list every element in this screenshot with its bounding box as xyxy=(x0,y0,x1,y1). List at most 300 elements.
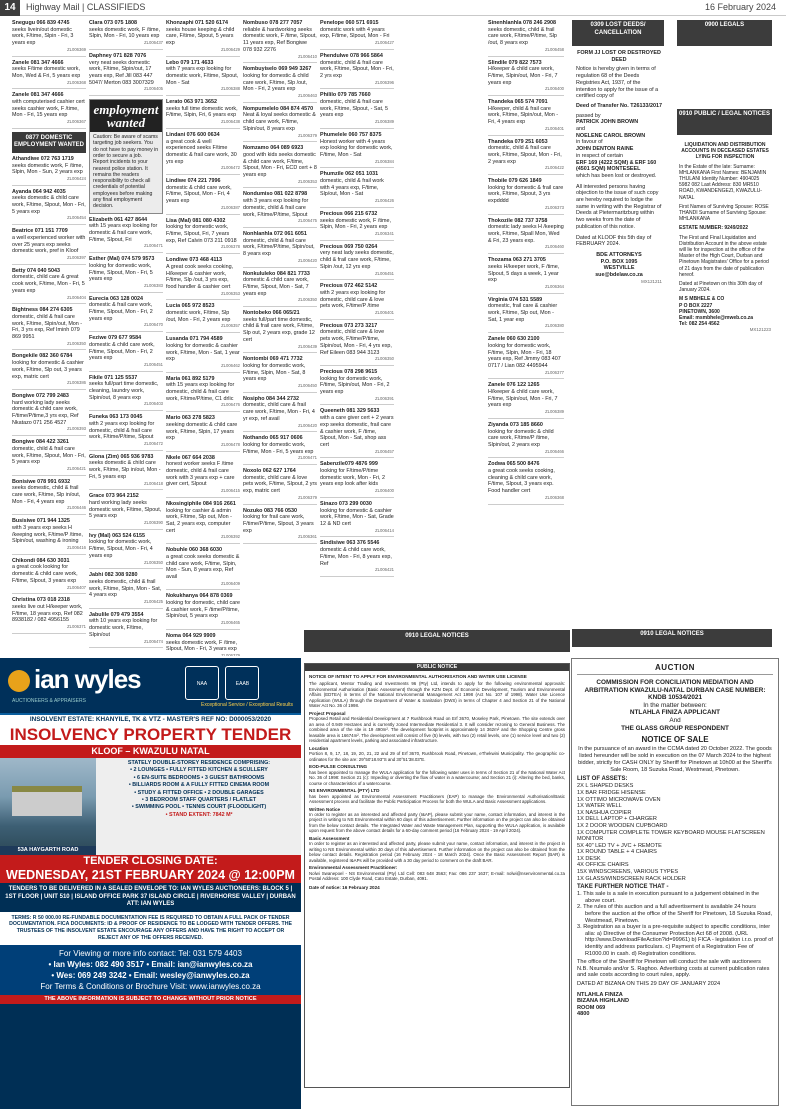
classified-ad xyxy=(488,60,564,97)
classified-ad xyxy=(166,547,240,590)
ad-text: looking for domestic, child care & cashier work, F /time/P/time, Slpin/out, 5 years exp xyxy=(166,600,240,620)
ad-name: Zodwa 065 500 8476 xyxy=(488,461,540,468)
asset-item: 1X DELL LAPTOP + CHARGER xyxy=(577,816,657,823)
employment-warning-box xyxy=(89,99,163,214)
classified-ad xyxy=(488,99,564,136)
ad-text: looking for domestic & cashier work, F/time, Mon - Sat, Grade 12 & ND cert xyxy=(320,507,394,527)
classified-ad xyxy=(89,572,163,609)
ad-text: reliable & hardworking seeks domestic work, F /time, Slpout, 11 years exp, Ref Bongiwe 078 932 2276 xyxy=(243,26,317,53)
classified-ad xyxy=(243,468,317,505)
respondent-line: THE GLASS GROUP RESPONDENT xyxy=(621,724,729,732)
ad-ref: ZL006357 xyxy=(221,323,240,329)
notice-subheading: Environmental Assessment Practitioner: xyxy=(309,865,398,871)
classified-ad xyxy=(89,375,163,412)
tender-terms: TERMS: R 50 000.00 RE-FUNDABLE DOCUMENTATION FEE IS REQUIRED TO OBTAIN A FULL PACK OF TENDER DOCUMENTATION. FICA DOCUMENTS: ID & PROOF OF RESIDENCE TO BE LODGED WITH TENDER OFFERS. THE TRUSTEES OF THE INSOLVENT ESTATE ENCOURAGE ANY OFFERS AND HAVE THE RIGHT TO ACCEPT OR REJECT ANY OF THE OFFERS RECEIVED. xyxy=(0,912,301,945)
estate-notice-title: LIQUIDATION AND DISTRIBUTION ACCOUNTS IN DECEASED ESTATES LYING FOR INSPECTION xyxy=(681,142,769,161)
ad-name: Ayanda 064 942 4035 xyxy=(12,188,66,195)
issue-date: 16 February 2024 xyxy=(704,2,776,12)
ad-text: seeks full/part time domestic, child & frail care work, F/time, Slp out, 2 years exp, grade 12 cert xyxy=(243,316,315,343)
ad-name: Sinazo 073 299 0030 xyxy=(320,500,372,507)
notice-paragraph: has been appointed as Environmental Assessment Practitioners (EAP) to manage the Environmental Authorisation/Basic Assessment process and facilitate the Public Participation Process for both the WULA and Basic Assessment applications. xyxy=(309,793,565,805)
notice-subheading: Location xyxy=(309,745,329,751)
condition-item: 2. The rules of this auction and a full advertisement is available 24 hours before the auction at the office of the Sheriff for Pinetown, 18 Suzuka Road, Westmead, Pinetown. xyxy=(577,904,772,924)
classified-ad xyxy=(12,307,86,350)
ad-text: H/keeper & child care work, F/time, Slpin/out, Mon - Fri, 7 years exp xyxy=(488,66,558,86)
classified-ad xyxy=(12,393,86,436)
ad-ref: ZL006350 xyxy=(375,356,394,362)
ad-text: seeks live out H/keeper work, F/time, 18 years exp, Ref 082 8938182 / 082 4956155 xyxy=(12,603,83,624)
page-number: 14 xyxy=(0,0,20,16)
ad-text: looking for domestic & cashier work, F/time, Mon - Sat, 1 year exp xyxy=(166,342,240,363)
ad-name: Thozama 063 271 3705 xyxy=(488,257,546,264)
ad-ref: ZL006405 xyxy=(144,86,163,92)
classified-ad xyxy=(166,60,240,97)
ad-text: domestic & child care work, F/time, Slpout, Mon - Fri, 4 years exp xyxy=(166,184,232,205)
public-notice xyxy=(304,663,570,1108)
ad-name: Nobuhle 060 368 6030 xyxy=(166,547,223,554)
lost-deed-intro: Notice is hereby given in terms of regulation 68 of the Deeds Registries Act, 1937, of the intention to apply for the issue of a certified copy of xyxy=(576,66,659,100)
ad-text: domestic, child & frail care work, F/time, Slpout, Mon - Fri, 5 years exp xyxy=(12,445,86,466)
classified-ad xyxy=(12,268,86,305)
classified-ad xyxy=(166,132,240,175)
ad-ref: ZL006474 xyxy=(144,638,163,644)
ad-text: domestic, child care & love pets work, F/time, Slpout, 2 yrs exp, matric cert xyxy=(243,474,317,495)
classified-ad xyxy=(243,191,317,228)
ad-ref: ZL006426 xyxy=(375,198,394,204)
ad-text: looking for domestic work, F/time, Slpin, Mon - Sat, 8 years exp xyxy=(243,362,306,383)
naa-badge-icon: NAA xyxy=(185,666,219,700)
classified-ad xyxy=(89,493,163,530)
ad-ref: ZL006427 xyxy=(375,40,394,46)
ad-ref: ZL006470 xyxy=(144,322,163,328)
ad-name: Lindani 076 600 0634 xyxy=(166,131,220,138)
inspection-text: The First and Final Liquidation and Distribution Account in the above estate will lie for inspection at the office of the Master of the High Court, Durban and Pinetown Magistrates' Office for a period of 21 days from the date of publication hereof. xyxy=(679,234,769,278)
legal-notices-header: 0910 LEGAL NOTICES xyxy=(304,630,570,652)
ad-ref: ZL006465 xyxy=(221,620,240,626)
scam-caution-text: Caution: Be aware of scams targeting job seekers. You do not have to pay money in order to secure a job. Report incidents to your nearest police station. It remains the readers responsibility to check all credentials of potential employees before making any final employment decision. xyxy=(93,134,159,210)
public-notice-title: NOTICE OF INTENT TO APPLY FOR ENVIRONMENTAL AUTHORISATION AND WATER USE LICENSE xyxy=(309,674,527,679)
attorney-name: BDE ATTORNEYS xyxy=(596,251,642,258)
ad-text: with 7 years exp looking for domestic work, F/time, Slpout, Mon - Sat xyxy=(166,66,239,86)
feature-item: STATELY DOUBLE-STOREY RESIDENCE COMPRISING: xyxy=(127,760,271,766)
ad-name: Busisiwe 071 944 1325 xyxy=(12,518,70,525)
ad-ref: ZL006389 xyxy=(375,119,394,125)
condition-item: 3. Registration as a buyer is a pre-requisite subject to specific conditions, inter alia: a) Directive of the Consumer Protection Act 68 of 2008. (URL http://www.DownloadFileAction?id=99961) b) FICA - legislation i.r.o. proof of identity and address particulars. c) Payment of a Registration Fee of R1000.00 in cash. d) Registration conditions. xyxy=(577,924,773,957)
ad-ref: ZL006421 xyxy=(67,465,86,471)
ad-name: Lindiwe 074 221 7996 xyxy=(166,178,221,185)
asset-item: 1X ROUND TABLE + 4 CHAIRS xyxy=(577,849,657,856)
ad-name: Grace 073 964 2152 xyxy=(89,493,139,500)
ad-ref: ZL006368 xyxy=(67,79,86,85)
ad-name: Bongiwe 072 799 2483 xyxy=(12,392,69,399)
closing-label: TENDER CLOSING DATE: xyxy=(83,855,218,867)
eaab-badge-icon: EAAB xyxy=(225,666,259,700)
ad-name: Zanele 076 122 1265 xyxy=(488,382,540,389)
and-line: And xyxy=(669,716,681,724)
matter-between: In the matter between: xyxy=(643,701,707,709)
ad-text: with computerised cashier cert seeks cashier work, F /time, Mon - Fri, 15 years exp xyxy=(12,99,85,119)
ad-name: Nombuyiselo 069 949 3267 xyxy=(243,66,312,73)
ad-ref: ZL006421 xyxy=(375,567,394,573)
ad-text: Honest worker with 4 years exp looking for domestic work, F/time, Mon - Sat xyxy=(320,138,393,158)
dated-text: DATED AT BIZANA ON THIS 29 DAY OF JANUARY 2024 xyxy=(577,980,721,987)
ad-text: domestic & child care work, F/time, Slpout, Mon - Sat, 7 years exp xyxy=(243,277,309,297)
ad-text: H/keeper, child & frail care work, F/time, Slpin/out, Mon - Fri, 4 years exp xyxy=(488,105,559,126)
ad-text: A great cook seeks cooking, H/keeper & cashier work, F/time, Slp /out, 3 yrs exp, food handler & cashier cert xyxy=(166,263,234,290)
ad-name: Glona (Zim) 065 936 9783 xyxy=(89,453,154,460)
ad-name: Khonzaphi 071 520 6174 xyxy=(166,20,229,26)
sale-description: In the pursuance of an award in the CCMA dated 20 October 2022. The goods listed hereunder will be sold in execution on the 07 March 2024 to the highest bidder, strictly for CASH ONLY by Sheriff for Pinetown at 10h00 at the Sheriff's Sale Room, 18 Suzuka Road, Westmead, Pinetown. xyxy=(578,746,772,773)
classified-ad xyxy=(166,376,240,413)
ad-ref: ZL006476 xyxy=(221,402,240,408)
ad-name: Nkele 067 664 2038 xyxy=(166,454,215,461)
ad-ref: ZL006392 xyxy=(221,534,240,540)
ad-text: a great cook seeks domestic & child care work, F/time, Slpin, Mon - Sun, 8 years exp, Ref avail xyxy=(166,553,240,580)
ad-name: Precious 073 273 3217 xyxy=(320,322,378,329)
employment-wanted-heading: employment wanted xyxy=(90,100,162,132)
in-respect-label: in respect of certain xyxy=(576,152,624,159)
ad-text: domestic, child & frail care work, F/time, Slpout, - Sat, 5 years exp xyxy=(320,99,389,119)
ad-name: Nokukhanya 064 878 0369 xyxy=(166,593,233,600)
lost-deeds-section-header: 0309 LOST DEEDS/ CANCELLATION xyxy=(572,20,664,46)
public-notice-heading: PUBLIC NOTICE xyxy=(305,664,569,671)
estate-notice xyxy=(679,142,771,468)
ad-text: with 15 years exp looking for domestic & frail care work, F/time, Slpout, Fri xyxy=(89,223,158,243)
classified-ad xyxy=(243,508,317,545)
classified-ad xyxy=(12,156,86,186)
classified-ad xyxy=(320,369,394,406)
ad-text: seeks domestic, child & frail care work, F/time, Slp in/out, Mon - Fri, 4 years exp xyxy=(12,485,81,505)
asset-item: 15X WINDSCREENS, VARIOUS TYPES xyxy=(577,869,679,876)
ad-name: Bongekile 082 360 6784 xyxy=(12,353,73,360)
classified-ad xyxy=(166,415,240,452)
classified-ad xyxy=(89,256,163,293)
notice-paragraph: has been appointed to manage the WULA application for the following water uses in terms of Section 21 of the National Water Act No. 36 of 1998: Section 21 (c): Impeding or diverting the flow of water in a watercourse; and Section 21 (i): Altering the bed, banks, course or characteristics of a watercourse. xyxy=(309,769,565,786)
ad-ref: ZL006475 xyxy=(298,218,317,224)
and-label: and xyxy=(576,126,585,133)
firm-box: P O BOX 2227 xyxy=(679,302,713,309)
asset-item: 1X DESK xyxy=(577,855,601,862)
ad-name: Phumelele 060 757 8375 xyxy=(320,131,382,138)
classified-ad xyxy=(12,597,86,634)
public-notice-box xyxy=(304,663,570,1088)
condition-item: 1. This sale is a sale in execution pursuant to a judgement obtained in the above court. xyxy=(577,891,760,904)
ad-ref: ZL006471 xyxy=(298,455,317,461)
classified-ad xyxy=(320,461,394,498)
notice-subheading: Basic Assessment xyxy=(309,835,350,841)
classified-ad xyxy=(243,271,317,308)
signatory-address: BIZANA HIGHLAND xyxy=(577,998,629,1005)
ad-text: hard working lady seeks domestic & child care work, F/time/P/time,3 yrs exp, Ref Nkatazo 071 256 4527 xyxy=(12,399,79,426)
classified-ad xyxy=(243,20,317,63)
ad-text: looking for cashier & admin work, F/time, Slp out, Mon - Sat, 2 years exp, computer cert xyxy=(166,507,232,534)
ad-text: with 15 years exp looking for domestic, child & frail care work, F/time/P/time, C1 drlic xyxy=(166,382,235,402)
ad-ref: ZL006361 xyxy=(298,534,317,540)
logo-text: ian wyles xyxy=(34,664,141,694)
ad-ref: ZL006415 xyxy=(221,488,240,494)
attorney-email: sue@bdelaw.co.za xyxy=(595,272,643,279)
advert-header xyxy=(0,658,301,715)
ad-name: Betty 074 040 5043 xyxy=(12,267,60,274)
feature-item: • SWIMMING POOL • TENNIS COURT (FLOODLIGHT) xyxy=(131,804,267,811)
classifieds-column-6 xyxy=(488,20,564,656)
classified-ad xyxy=(320,20,394,50)
classified-ad xyxy=(488,218,564,255)
classified-ad xyxy=(89,533,163,570)
classified-ad xyxy=(320,501,394,538)
legals-section-header: 0900 LEGALS xyxy=(677,20,772,46)
ad-ref: ZL006410 xyxy=(298,53,317,59)
classified-ad xyxy=(243,310,317,353)
spouse-details: First Names of Surviving Spouse: ROSE THANDI Surname of Surviving Spouse: MHLANKANA xyxy=(679,203,769,223)
in-favour-label: in favour of xyxy=(576,139,603,146)
property-address: 53A HAYGARTH ROAD xyxy=(0,846,96,855)
ad-name: Jabulile 079 479 3554 xyxy=(89,611,144,618)
estate-reference: INSOLVENT ESTATE: KHANYILE, TK & VTZ - MASTER'S REF NO: D000053/2020 xyxy=(0,715,301,725)
ad-text: looking for domestic work, F/time, Slpout, Mon - Fri, 4 years exp xyxy=(89,539,153,559)
classified-ad xyxy=(166,257,240,300)
ad-ref: ZL006439 xyxy=(298,343,317,349)
notice-paragraph: In order to register as an interested and affected party (I&AP), please submit your name, contact information, and interest in the project in writing to NS Environmental within 60 days of this advertisement. Further information on the project can also be obtained from the below contact details. The Integrated Water and Waste Management Plan, supporting the WULA application, is available upon request from the above contact details for a 60-day comment period (16 February 2024 - 19 April 2024). xyxy=(309,811,565,834)
ad-name: Nothando 065 917 0606 xyxy=(243,435,303,442)
ad-text: seeks domestic, child & frail work, F/time, Slpin, Mon - Sat, 4 years exp xyxy=(89,578,162,599)
ad-name: Bightness 084 274 6305 xyxy=(12,307,73,314)
ad-ref: ZL006451 xyxy=(144,361,163,367)
ad-name: Daphney 071 828 7076 xyxy=(89,52,147,59)
feature-item: • STAND EXTENT: 7842 M² xyxy=(165,811,233,818)
ad-ref: ZL006353 xyxy=(298,178,317,184)
classified-ad xyxy=(166,178,240,215)
classified-ad xyxy=(166,20,240,57)
feature-item: • 6 EN-SUITE BEDROOMS • 3 GUEST BATHROOMS xyxy=(133,774,265,781)
classified-ad xyxy=(320,171,394,208)
classified-ad xyxy=(12,60,86,90)
ad-name: Nomzamo 064 089 6923 xyxy=(243,145,304,152)
ad-text: domestic lady seeks H /keeping work, F/time, Slpall Mon, Wed & Fri, 23 years exp. xyxy=(488,224,564,244)
ad-ref: ZL006472 xyxy=(144,440,163,446)
ad-text: domestic & child care work, F/time, Slpout, Mon - Fri, 2 years exp xyxy=(89,341,155,362)
delivery-instructions: TENDERS TO BE DELIVERED IN A SEALED ENVELOPE TO: IAN WYLES AUCTIONEERS: BLOCK 5 | 1ST FLOOR | UNIT 510 | ISLAND OFFICE PARK 37 ISLAND CIRCLE | RIVERHORSE VALLEY | DURBAN ATT: IAN WYLES xyxy=(0,883,301,912)
ad-ref: ZL006379 xyxy=(221,652,240,656)
ad-name: Clara 073 075 1808 xyxy=(89,20,137,26)
ad-ref: ZL006369 xyxy=(67,46,86,52)
ad-text: looking for domestic work, F/time, Slpout, Fri, 7 years exp, Ref Calvin 073 211 0918 xyxy=(166,224,237,244)
ad-name: Phendulwe 078 966 5864 xyxy=(320,52,383,59)
passed-by-label: passed by xyxy=(576,112,601,119)
classified-ad xyxy=(320,323,394,366)
disclaimer: THE ABOVE INFORMATION IS SUBJECT TO CHANGE WITHOUT PRIOR NOTICE xyxy=(0,995,301,1004)
classified-ad xyxy=(12,189,86,226)
ad-text: domestic work with 4 years exp, F/time, Slpout, Mon - Fri xyxy=(320,26,390,40)
ad-ref: ZL006424 xyxy=(67,175,86,181)
ad-name: Nombuso 078 277 7057 xyxy=(243,20,303,26)
house-illustration xyxy=(12,786,82,816)
ad-text: seeks domestic & child care work, F/time, Slpout, Mon - Fri, 5 years exp xyxy=(12,195,86,215)
asset-item: 1X COMPUTER COMPLETE TOWER KEYBOARD MOUSE FLATSCREEN MONITOR xyxy=(577,829,765,843)
owner-name-2: NOELENE CAROL BROWN xyxy=(576,132,646,139)
classified-ad xyxy=(89,612,163,649)
ad-ref: ZL006471 xyxy=(144,243,163,249)
feature-item: • 3 BEDROOM STAFF QUARTERS / FLATLET xyxy=(141,797,257,804)
ad-text: with 3 years exp looking for domestic, child & frail care work, F/time/P/time, Slpout xyxy=(243,198,309,218)
signatory-room: ROOM 069 xyxy=(577,1004,606,1011)
ad-text: domestic, frail care & cashier work, F/time, Slp out, Mon - Sat, 1 year exp xyxy=(488,303,558,323)
ad-ref: ZL006373 xyxy=(545,204,564,210)
classified-ad xyxy=(488,20,564,57)
ad-ref: ZL006414 xyxy=(375,527,394,533)
further-notice-heading: TAKE FURTHER NOTICE THAT - xyxy=(577,884,669,891)
ad-ref: ZL006397 xyxy=(67,254,86,260)
feature-item: • 2 LOUNGES • FULLY FITTED KITCHEN & SCULLERY xyxy=(130,767,268,774)
ad-text: a great cook & well experienced seeks F/time domestic & frail care work, 30 yrs exp xyxy=(166,138,237,165)
ad-name: Feziwe 079 677 9584 xyxy=(89,335,142,342)
classified-ad xyxy=(488,422,564,459)
ad-text: looking for domestic & cashier work, F/time, Slp out, 3 years exp, matric cert xyxy=(12,360,84,380)
ad-name: Nontobeko 066 065/21 xyxy=(243,310,300,317)
logo-tagline: AUCTIONEERS & APPRAISERS xyxy=(12,698,86,704)
ad-ref: ZL006383 xyxy=(144,282,163,288)
asset-item: 1X GLASS/WINDSCREEN RACK HOLDER xyxy=(577,875,686,882)
classified-ad xyxy=(320,132,394,169)
ad-ref: ZL006466 xyxy=(545,448,564,454)
ad-ref: ZL006420 xyxy=(298,422,317,428)
classified-ad xyxy=(320,540,394,577)
ad-ref: ZL006388 xyxy=(221,86,240,92)
ad-name: Nozuko 083 766 0530 xyxy=(243,507,297,514)
classified-ad xyxy=(166,455,240,498)
asset-item: 2X L SHAPED DESKS xyxy=(577,783,634,790)
ad-ref: ZL006450 xyxy=(298,383,317,389)
ad-ref: ZL006350 xyxy=(67,340,86,346)
sheriff-text: The office of the Sheriff for Pinetown will conduct the sale with auctioneers N.B. Nxumalo and/or S. Raghoo. Advertising costs at current publication rates and sale costs according to court rules, apply. xyxy=(577,959,770,979)
ad-text: seeks domestic & child care work, F/time, Slp in/out, Mon - Fri, 5 years exp xyxy=(89,460,161,480)
ad-text: seeks F/time domestic work, Mon, Wed & Fri, 5 years exp xyxy=(12,66,81,79)
ad-text: H/keeper & child care work, F/time, Slpin/out, Mon - Fri, 7 years exp xyxy=(488,389,558,409)
notice-paragraph: In order to register as an interested and affected party, please submit your name, contact information, and interest in the project in writing to NS Environmental within 30 days of this advertisement. Further information on the project can also be obtained from the below contact details. Registration period (16 February 2024 - 18 March 2024). Once the Basic Assessment Report (BAR) is available, registered I&APs will be provided with a 30 day period to comment on the draft BAR. xyxy=(309,841,565,863)
classified-ad xyxy=(488,336,564,379)
classified-ad xyxy=(320,53,394,90)
ad-ref: ZL006458 xyxy=(545,46,564,52)
closing-date: WEDNESDAY, 21ST FEBRUARY 2024 @ 12:00PM xyxy=(6,868,295,882)
classified-ad xyxy=(488,257,564,294)
ad-name: Lusanda 071 794 4589 xyxy=(166,336,223,343)
classified-ad xyxy=(243,231,317,268)
ad-name: Bongiwe 084 422 3261 xyxy=(12,439,69,446)
notice-paragraph: Nolwi Swanepoel - NS Environmental (Pty) Ltd Cell: 083 648 3563; Fax: 086 237 1637; E-mail: nolwi@nsenvironmental.co.za Postal Address: 100 Clyde Road, Cato Estate, Durban, 4091. xyxy=(309,870,565,882)
section-banner: 0877 DOMESTIC EMPLOYMENT WANTED xyxy=(12,132,86,153)
asset-item: 1X OTTIMO MICROWAVE OVEN xyxy=(577,796,661,803)
ad-ref: ZL006350 xyxy=(298,297,317,303)
ad-name: Lebo 079 171 4633 xyxy=(166,59,214,66)
classifieds-column-4 xyxy=(243,20,317,626)
contact-line: • Wes: 069 249 3242 • Email: wesley@ianwyles.co.za xyxy=(51,970,250,980)
ad-text: looking for domestic & child care work, F/time, Slp /out, Mon - Fri, 2 years exp xyxy=(243,72,309,93)
estate-number: ESTATE NUMBER: 9249/2022 xyxy=(679,225,749,232)
firm-town: PINETOWN, 3600 xyxy=(679,308,720,315)
ad-ref: ZL006403 xyxy=(144,401,163,407)
classified-ad xyxy=(488,178,564,215)
classified-ad xyxy=(89,296,163,333)
ad-name: Lucia 065 972 8523 xyxy=(166,303,215,310)
classified-ad xyxy=(12,558,86,595)
ad-ref: ZL006384 xyxy=(375,158,394,164)
ad-ref: ZL006425 xyxy=(144,599,163,605)
ad-name: Mario 063 278 5823 xyxy=(166,415,215,422)
notice-subheading: Written Notice xyxy=(309,806,341,812)
ad-name: Virginia 074 531 5589 xyxy=(488,296,543,303)
firm-tel: Tel: 082 254 4562 xyxy=(679,321,720,328)
classified-ad xyxy=(320,244,394,281)
contact-block xyxy=(0,945,301,995)
assets-list xyxy=(577,783,773,882)
ad-ref: ZL006378 xyxy=(221,244,240,250)
property-photo xyxy=(0,758,96,855)
asset-item: 1X NASHUA COPIER xyxy=(577,809,632,816)
ad-name: Fikile 071 125 5537 xyxy=(89,374,138,381)
attorney-town: WESTVILLE xyxy=(603,265,635,272)
classified-ad xyxy=(320,211,394,241)
property-features xyxy=(99,760,299,819)
logo-circle-icon xyxy=(8,670,30,692)
classified-ad xyxy=(320,283,394,320)
ad-ref: ZL006368 xyxy=(545,494,564,500)
ad-name: Zanele 060 630 2100 xyxy=(488,336,540,343)
feature-item: • BILLIARDS ROOM & A FULLY FITTED CINEMA ROOM xyxy=(128,782,270,789)
property-details xyxy=(0,758,301,855)
classified-ad xyxy=(89,53,163,96)
ad-text: domestic & child care work, F/time, Mon - Fri, 8 years exp, Ref xyxy=(320,547,392,567)
ad-text: domestic, child & frail work with 4 years exp, F/time, Slp/out, Mon - Sat xyxy=(320,178,384,198)
ad-name: Nkosingiphile 084 916 2661 xyxy=(166,500,236,507)
classified-ad xyxy=(89,454,163,491)
classified-ad xyxy=(166,501,240,544)
classified-ad xyxy=(166,99,240,129)
ad-name: Thandeka 065 574 7091 xyxy=(488,99,548,106)
deceased-details: In the Estate of the late: Surname: MHLANKANA First Names: BENJAMIN THULANI Identity Number: 4904025 5982 082 Last Address: 830 MR510 ROAD, KWANDENGEZI, KWAZULU-NATAL xyxy=(679,163,767,201)
deed-number: Deed of Transfer No. T26133/2017 xyxy=(576,102,662,109)
ad-text: seeks H/keeper work, F /time, Slpout, 5 days a week, 1 year exp xyxy=(488,263,560,284)
ad-name: Eurecia 063 128 0024 xyxy=(89,295,143,302)
ad-text: with a care giver cert + 2 years exp seeks domestic, frail care & cashier work, F /time, Slpout, Mon - Sat, shop ass cert xyxy=(320,415,394,448)
tender-headline: INSOLVENCY PROPERTY TENDER xyxy=(0,725,301,745)
ad-text: seeks domestic work, F /time, Slpin, Mon - Fri, 10 years exp xyxy=(89,26,160,40)
ad-ref: ZL006446 xyxy=(67,505,86,511)
classified-ad xyxy=(166,303,240,333)
case-heading: COMMISSION FOR CONCILIATION MEDIATION AND ARBITRATION KWAZULU-NATAL DURBAN CASE NUMBER: KNDB 10534/2021 xyxy=(584,679,766,702)
ad-ref: ZL006401 xyxy=(375,310,394,316)
contact-line: For Viewing or more info contact: Tel: 031 579 4403 xyxy=(59,948,242,958)
classified-ad xyxy=(89,217,163,254)
ad-name: Elizabeth 061 427 8644 xyxy=(89,216,148,223)
ad-ref: ZL006371 xyxy=(67,624,86,630)
ad-text: with 10 years exp looking for domestic work, F/time, Slpin/out xyxy=(89,618,158,638)
classified-ad xyxy=(166,336,240,373)
assets-heading: LIST OF ASSETS: xyxy=(577,776,628,783)
ad-ref: ZL006418 xyxy=(144,480,163,486)
ad-ref: ZL006407 xyxy=(67,584,86,590)
classified-ad xyxy=(12,20,86,57)
ad-name: Zanele 081 347 4666 xyxy=(12,59,64,66)
classified-ad xyxy=(89,335,163,372)
ad-name: Lisa (Mal) 081 080 4302 xyxy=(166,217,226,224)
classified-ad xyxy=(12,518,86,555)
asset-item: 1X BAR FRIDGE HISENSE xyxy=(577,789,646,796)
ad-text: domestic, child & frail care work, F/time, Slpout, Mon - Fri, 2 yrs exp xyxy=(320,59,394,79)
ad-ref: ZL006391 xyxy=(375,395,394,401)
section-title: Highway Mail | CLASSIFIEDS xyxy=(26,2,146,12)
ad-text: looking for frail care work, F/time/P/time, Slpout, 3 years exp xyxy=(243,514,314,534)
ad-ref: ZL006462 xyxy=(221,362,240,368)
